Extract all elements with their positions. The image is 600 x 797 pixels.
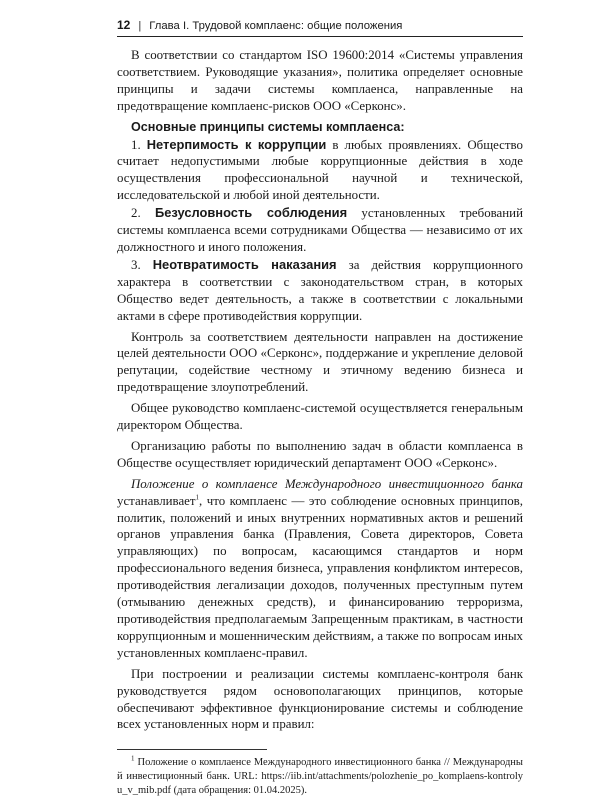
principle-3-text: за действия коррупционного характера в соответствии с законодательством стран, в которых Общество ведет деятельность, а также в соответствии с локальными актами в сфере противодействия коррупции. (117, 257, 523, 323)
principle-1-term: Нетерпимость к коррупции (146, 136, 327, 152)
bank-regulation-verb: устанавливает (117, 493, 196, 508)
principle-3 (117, 257, 523, 325)
footnote-text: Положение о комплаенсе Международного инвестиционного банка // Международный инвестиционный банк. URL: https://iib.int/attachments/polozhenie_po_komplaens-kontrolyu_v_mib.pdf (дата обращения: 01.04.2025). (117, 757, 523, 796)
footnote-ref[interactable]: 1 (195, 493, 200, 502)
body-text (117, 47, 523, 733)
chapter-label: Глава I. (149, 20, 190, 32)
principle-3-term: Неотвратимость наказания (152, 256, 337, 272)
paragraph-bank-definition (117, 476, 523, 662)
running-head (117, 18, 523, 36)
header-rule (117, 36, 523, 37)
book-page (117, 18, 523, 797)
bank-definition-text: , что комплаенс — это соблюдение основных принципов, политик, положений и иных внутренних нормативных актов и решений органов управления банка (Правления, Совета директоров, Совета управляющих) по вопросам, касающимся стандартов и норм профессионального ведения бизнеса, управления конфликтом интересов, противодействия легализации доходов, полученных преступным путем (отмыванию денежных средств), и финансированию терроризма, противодействия предполагаемым Запрещенным практикам, в частности коррупционным и мошенническим действиям, а также по вопросам иных установленных комплаенс-правил. (117, 493, 523, 660)
paragraph-iso: В соответствии со стандартом ISO 19600:2014 «Системы управления соответствием. Руководящие указания», политика определяет основные принципы и задачи системы комплаенса, направленные на предотвращение комплаенс-рисков ООО «Серконс». (117, 48, 523, 113)
paragraph-principles-intro: При построении и реализации системы комплаенс-контроля банк руководствуется рядом основополагающих принципов, которые обеспечивают эффективное функционирование системы и соблюдение всех установленных норм и правил: (117, 666, 523, 732)
principle-2-number: 2. (131, 206, 141, 221)
header-separator: | (138, 20, 142, 32)
principle-1 (117, 137, 523, 205)
page-number: 12 (117, 18, 131, 32)
chapter-title: Трудовой комплаенс: общие положения (192, 20, 403, 32)
paragraph-control: Контроль за соответствием деятельности направлен на достижение целей деятельности ООО «Серконс», поддержание и укрепление деловой репутации, содействие честному и этичному ведению бизнеса и предотвращение злоупотреблений. (117, 329, 523, 395)
principle-3-number: 3. (131, 257, 141, 272)
footnote-number: 1 (131, 754, 135, 763)
footnote (117, 756, 523, 797)
principle-1-text: в любых проявлениях. Общество считает недопустимыми любые коррупционные действия в ходе осуществления профессиональной научной и технической, исследовательской и любой иной деятельности. (117, 137, 523, 203)
bank-regulation-title: Положение о комплаенсе Международного инвестиционного банка (131, 476, 523, 491)
principle-2-term: Безусловность соблюдения (154, 205, 348, 221)
principle-1-number: 1. (131, 137, 141, 152)
paragraph-management: Общее руководство комплаенс-системой осуществляется генеральным директором Общества. (117, 401, 523, 433)
principle-2-text: установленных требований системы комплаенса всеми сотрудниками Общества — независимо от их должностного и иного положения. (117, 206, 523, 254)
principles-heading: Основные принципы системы комплаенса: (131, 119, 405, 134)
principle-2 (117, 205, 523, 256)
paragraph-organization: Организацию работы по выполнению задач в области комплаенса в Обществе осуществляет юридический департамент ООО «Серконс». (117, 438, 523, 470)
